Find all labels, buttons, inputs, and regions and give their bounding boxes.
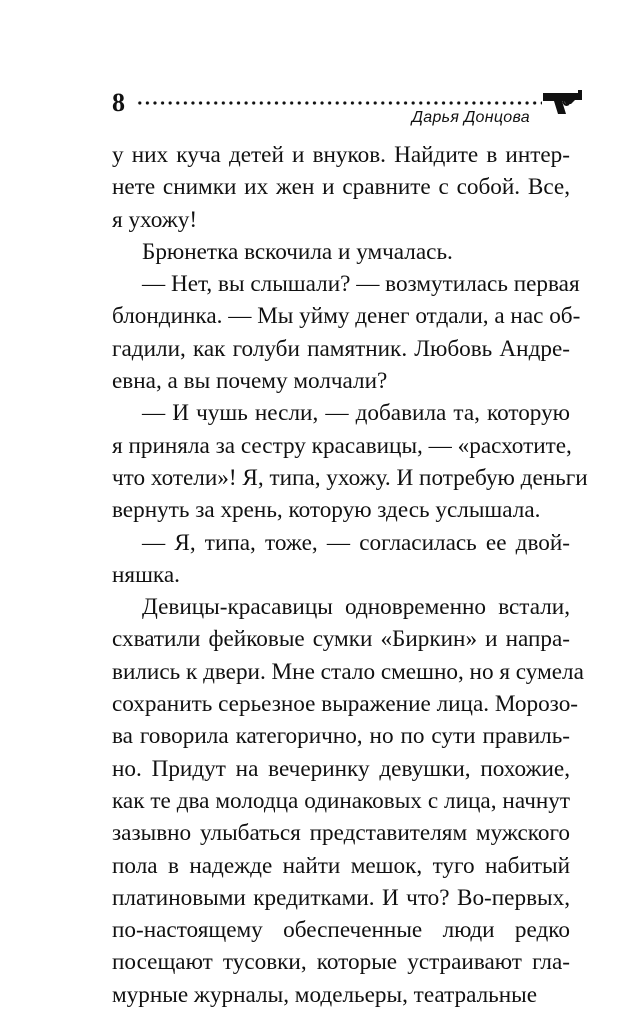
text-line: вернуть за хрень, которую здесь услышала.: [112, 497, 541, 524]
text-line: посещают тусовки, которые устраивают гла-: [112, 949, 570, 976]
pistol-icon: [542, 90, 586, 116]
text-line: платиновыми кредитками. И что? Во-первых,: [112, 884, 570, 911]
text-line: гадили, как голуби памятник. Любовь Андре-: [112, 335, 570, 362]
text-line: Девицы-красавицы одновременно встали,: [142, 594, 570, 621]
text-line: зазывно улыбаться представителям мужского: [112, 820, 570, 847]
text-line: Брюнетка вскочила и умчалась.: [142, 238, 453, 265]
text-line: блондинка. — Мы уйму денег отдали, а нас об-: [112, 303, 581, 330]
text-line: няшка.: [112, 561, 180, 588]
page-number: 8: [112, 88, 125, 117]
running-header: [112, 88, 582, 128]
text-line: вились к двери. Мне стало смешно, но я сумела: [112, 658, 584, 685]
paragraph: [112, 268, 581, 397]
text-line: по-настоящему обеспеченные люди редко: [112, 917, 570, 944]
paragraph: [112, 236, 570, 268]
paragraph: [112, 591, 584, 1011]
paragraph: [112, 139, 570, 236]
body-text: [112, 139, 588, 1011]
text-line: пола в надежде найти мешок, туго набитый: [112, 852, 570, 879]
text-line: но. Придут на вечеринку девушки, похожие,: [112, 755, 570, 782]
author-name: Дарья Донцова: [411, 109, 530, 126]
text-line: мурные журналы, модельеры, театральные: [112, 981, 538, 1008]
text-line: евна, а вы почему молчали?: [112, 368, 388, 395]
text-line: ва говорила категорично, но по сути правиль-: [112, 723, 570, 750]
text-line: — И чушь несли, — добавила та, которую: [142, 400, 570, 427]
text-line: у них куча детей и внуков. Найдите в интер-: [112, 142, 570, 168]
paragraph: [112, 397, 588, 526]
text-line: я ухожу!: [112, 206, 198, 233]
dotted-rule: [136, 100, 542, 106]
text-line: — Нет, вы слышали? — возмутилась первая: [142, 271, 580, 298]
text-line: я приняла за сестру красавицы, — «расхотите,: [112, 432, 572, 459]
text-line: сохранить серьезное выражение лица. Морозо-: [112, 691, 579, 718]
text-line: схватили фейковые сумки «Биркин» и напра-: [112, 626, 570, 653]
text-line: что хотели»! Я, типа, ухожу. И потребую деньги: [112, 464, 588, 491]
paragraph: [112, 527, 570, 592]
text-line: — Я, типа, тоже, — согласилась ее двой-: [142, 529, 570, 556]
text-line: нете снимки их жен и сравните с собой. Все,: [112, 174, 570, 201]
text-line: как те два молодца одинаковых с лица, начнут: [112, 787, 570, 814]
